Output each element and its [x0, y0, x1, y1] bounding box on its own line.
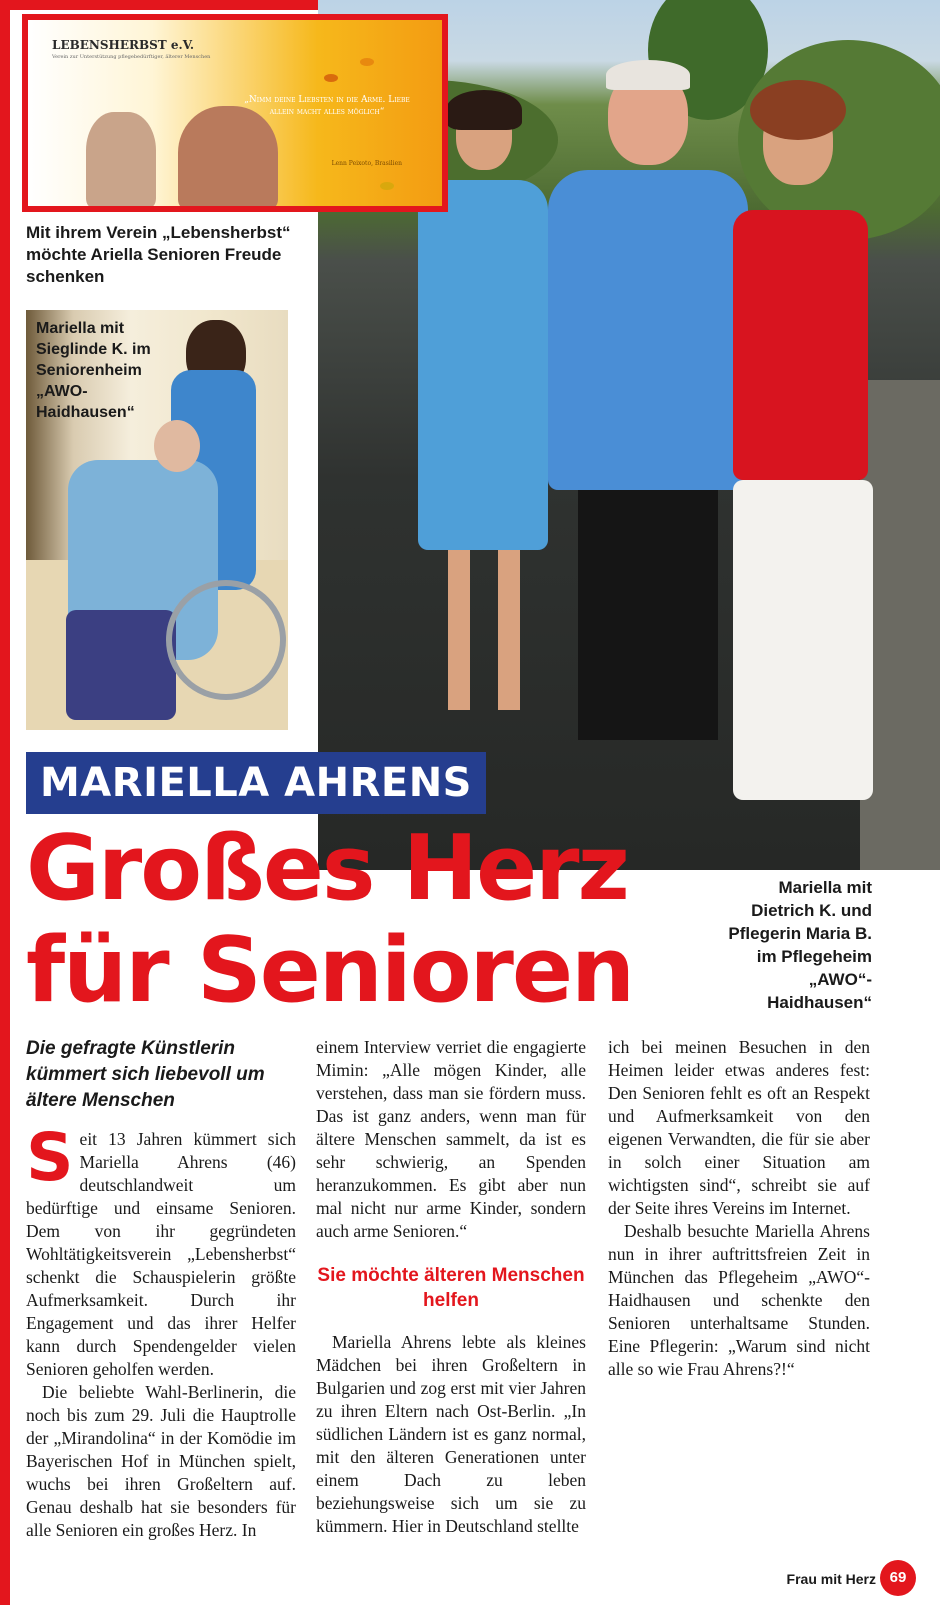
banner-photo-senior	[86, 112, 156, 208]
headline-line-2: für Senioren	[26, 918, 634, 1023]
top-red-rule	[0, 0, 318, 10]
person-maria	[718, 80, 878, 820]
kicker-name-banner: MARIELLA AHRENS	[26, 752, 486, 814]
left-red-rule	[0, 0, 10, 1605]
lebensherbst-banner-photo	[22, 14, 448, 212]
banner-quote-author: Lenn Peixoto, Brasilien	[331, 160, 402, 167]
seniorenheim-photo	[26, 310, 288, 730]
article-paragraph-2: Die beliebte Wahl-Berlinerin, die noch bis zum 29. Juli die Hauptrolle der „Mirandolina“ in der Komödie im Bayerischen Hof in München spielt, wuchs bei ihren Großeltern auf. Genau deshalb hat sie besonders für alle Senioren ein großes Herz. In	[26, 1382, 296, 1540]
article-paragraph-2-cont: einem Interview verriet die engagierte Mimin: „Alle mögen Kinder, alle verstehen, dass man sie fördern muss. Das ist ganz anders, wenn man für ältere Menschen sammelt, da ist es sehr schwierig, an Spenden heranzukommen. Es gibt aber nun mal nicht nur arme Kinder, sondern auch arme Senioren.“	[316, 1037, 586, 1241]
footer-magazine-name: Frau mit Herz	[786, 1571, 876, 1587]
article-paragraph-3-cont: ich bei meinen Besuchen in den Heimen leider etwas anderes fest: Den Senioren fehlt es oft an Respekt und Aufmerksamkeit von den eigenen Verwandten, die für sie aber in solch einer Situation am wichtigsten sind“, schreibt sie auf der Seite ihres Vereins im Internet.	[608, 1037, 870, 1218]
drop-cap: S	[26, 1119, 74, 1196]
article-deck: Die gefragte Künstlerin kümmert sich liebevoll um ältere Menschen	[26, 1038, 265, 1111]
banner-caption: Mit ihrem Verein „Lebensherbst“ möchte Ariella Senioren Freude schenken	[26, 223, 291, 286]
banner-logo-text: LEBENSHERBST e.V.	[52, 38, 195, 52]
banner-quote: „Nimm deine Liebsten in die Arme. Liebe allein macht alles möglich“	[244, 95, 410, 117]
article-paragraph-4: Deshalb besuchte Mariella Ahrens nun in ihrer auftrittsfreien Zeit in München das Pflegeheim „AWO“-Haidhausen und schenkte den Senioren unterhaltsame Stunden. Eine Pflegerin: „Warum sind nicht alle so wie Frau Ahrens?!“	[608, 1221, 870, 1379]
article-paragraph-1: Seit 13 Jahren kümmert sich Mariella Ahrens (46) deutschlandweit um bedürftige und einsame Senioren. Dem von ihr gegründeten Wohltätigkeitsverein „Lebensherbst“ schenkt die Schauspielerin größte Aufmerksamkeit. Durch ihr Engagement und das ihrer Helfer kann durch Spendengelder vielen Senioren geholfen werden.	[26, 1119, 296, 1379]
article-column-2	[316, 1036, 586, 1538]
main-photo-caption: Mariella mit Dietrich K. und Pflegerin Maria B. im Pflegeheim „AWO“-Haidhausen“	[728, 878, 872, 1012]
headline	[26, 818, 716, 1022]
article-column-3	[608, 1036, 870, 1381]
page-number-badge: 69	[880, 1560, 916, 1596]
banner-logo-subtitle: Verein zur Unterstützung pflegebedürftiger, älterer Menschen	[52, 54, 211, 60]
headline-line-1: Großes Herz	[26, 816, 628, 921]
seniorenheim-caption: Mariella mit Sieglinde K. im Seniorenheim „AWO-Haidhausen“	[36, 320, 151, 421]
article-column-1	[26, 1036, 296, 1542]
article-paragraph-3: Mariella Ahrens lebte als kleines Mädchen bei ihren Großeltern in Bulgarien und zog erst mit vier Jahren zu ihren Eltern nach Ost-Berlin. „In südlichen Ländern ist es ganz normal, mit den älteren Generationen unter einem Dach zu leben beziehungsweise sich um sie zu kümmern. Hier in Deutschland stellte	[316, 1332, 586, 1536]
banner-photo-woman	[178, 106, 278, 210]
article-subhead: Sie möchte älteren Menschen helfen	[317, 1265, 585, 1311]
